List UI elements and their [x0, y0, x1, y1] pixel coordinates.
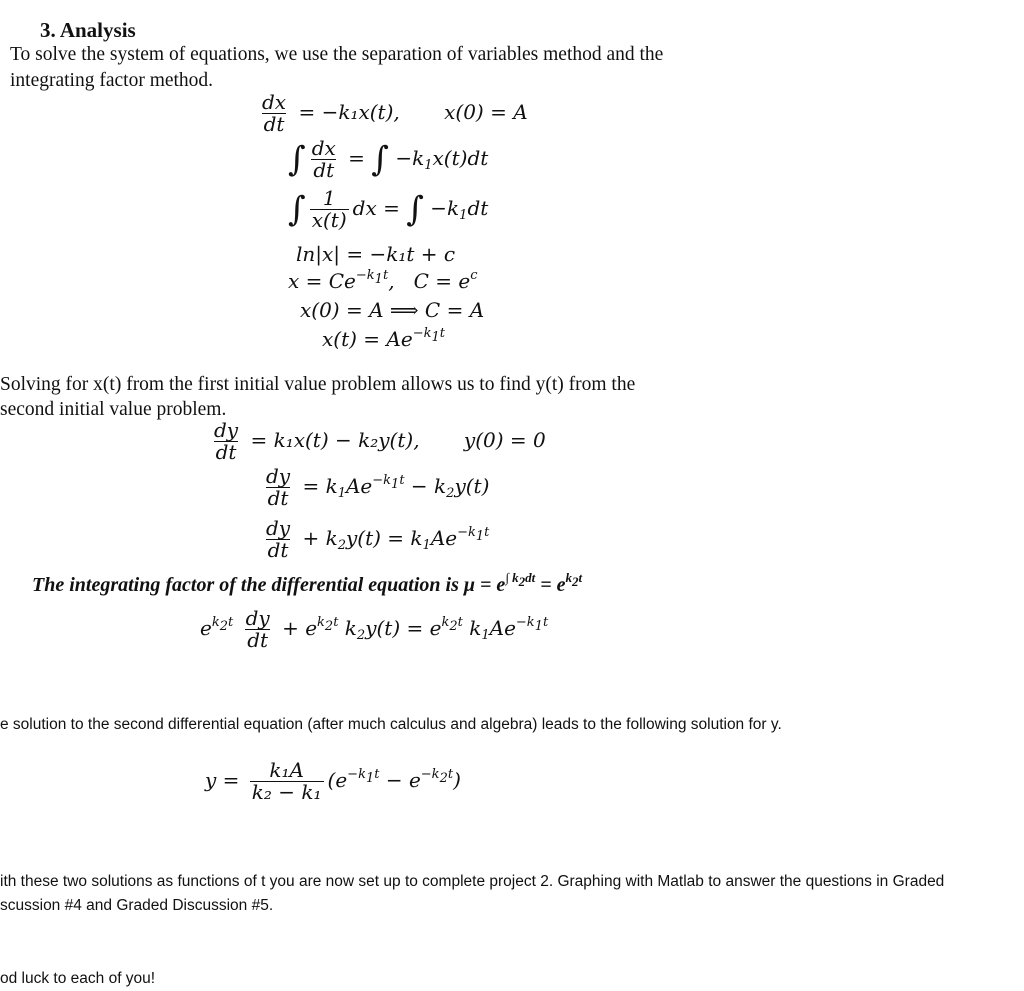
equation-standard-form: $\frac{dy}{dt}$ + $k_2y(t) = k_1Ae^{-k_1t}$ — [266, 516, 490, 562]
solving-line-2: second initial value problem. — [0, 399, 227, 420]
equation-integral-1: ∫ $\frac{dx}{dt}$ = ∫ $-k_1x(t)dt$ — [288, 136, 489, 182]
initial-condition-y: y(0) = 0 — [463, 428, 546, 452]
solution-intro-text: e solution to the second differential equation (after much calculus and algebra) leads to the following solution for y. — [0, 716, 782, 733]
initial-condition-x: x(0) = A — [444, 100, 528, 124]
equation-general-solution: $x = Ce^{-k_1t}$, $C = e^c$ — [288, 268, 478, 293]
solution-denominator: k₂ − k₁ — [251, 780, 322, 804]
equation-y-solution: y = $\frac{\text{k₁A}}{\text{k₂ − k₁}}$ $(e^{-k_1t} - e^{-k_2t})$ — [205, 758, 461, 804]
solution-numerator: k₁A — [269, 758, 304, 782]
equation-dxdt: $\frac{dx}{dt}$ = −k₁x(t), x(0) = A — [262, 90, 528, 136]
equation-ln: ln|x| = −k₁t + c — [296, 242, 456, 266]
good-luck-text: od luck to each of you! — [0, 970, 156, 987]
equation-dydt-rhs: = k₁x(t) − k₂y(t), — [250, 428, 420, 452]
integrating-factor-statement: The integrating factor of the differential equation is $\mu = e^{\int k_2dt} = e^{k_2t}$ — [32, 570, 583, 596]
closing-line-1: ith these two solutions as functions of t you are now set up to complete project 2. Graphing with Matlab to answer the questions in Graded — [0, 873, 945, 890]
equation-integral-2: ∫ $\frac{1}{x(t)}$ dx = ∫ $-k_1dt$ — [288, 186, 489, 232]
equation-dydt-substituted: $\frac{dy}{dt}$ = $k_1Ae^{-k_1t} - k_2y(t)$ — [266, 464, 490, 510]
intro-line-2: integrating factor method. — [10, 70, 214, 91]
equation-dydt: $\frac{dy}{dt}$ = k₁x(t) − k₂y(t), y(0) = 0 — [214, 418, 546, 464]
equation-multiplied: $e^{k_2t}$ $\frac{dy}{dt}$ + $e^{k_2t}$ $k_2y(t) = e^{k_2t}$ $k_1Ae^{-k_1t}$ — [200, 606, 549, 652]
equation-x-solution: $x(t) = Ae^{-k_1t}$ — [322, 326, 445, 351]
intro-line-1: To solve the system of equations, we use the separation of variables method and the — [10, 44, 664, 65]
equation-dxdt-rhs: = −k₁x(t), — [298, 100, 400, 124]
section-heading: 3. Analysis — [40, 18, 136, 42]
closing-line-2: scussion #4 and Graded Discussion #5. — [0, 897, 274, 914]
solving-line-1: Solving for x(t) from the first initial value problem allows us to find y(t) from the — [0, 374, 636, 395]
integrating-factor-text: The integrating factor of the differential equation is μ = e — [32, 574, 506, 596]
equation-initial-substitution: x(0) = A ⟹ C = A — [300, 298, 485, 322]
equation-integral-2-den: x(t) — [311, 208, 347, 232]
